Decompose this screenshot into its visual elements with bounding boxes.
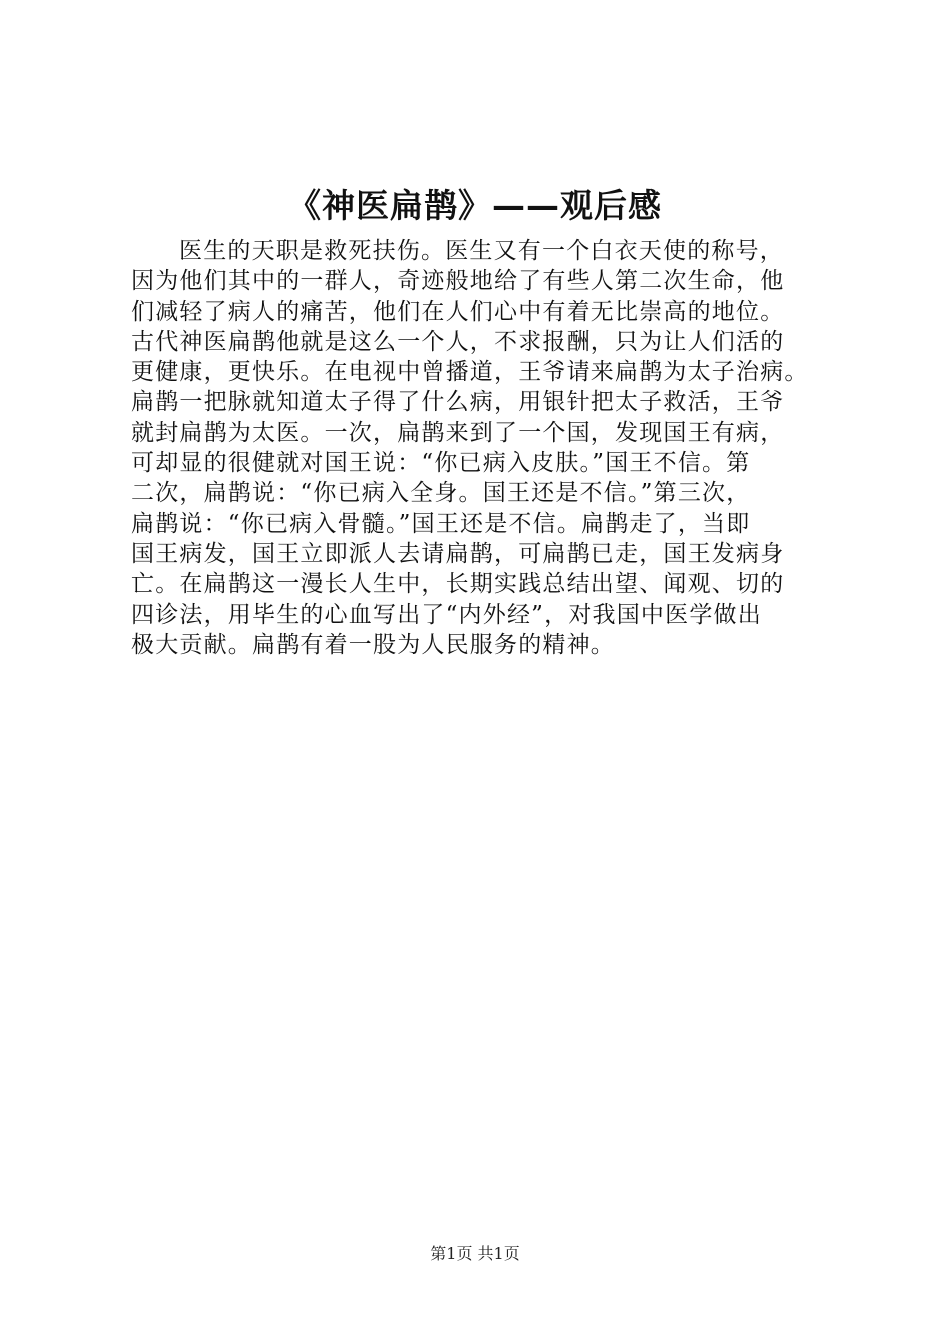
text-line: 亡。在扁鹊这一漫长人生中，长期实践总结出望、闻观、切的 bbox=[131, 571, 785, 598]
text-line: 扁鹊说：“你已病入骨髓。”国王还是不信。扁鹊走了，当即 bbox=[131, 510, 751, 537]
text-line: 四诊法，用毕生的心血写出了“内外经”，对我国中医学做出 bbox=[131, 601, 762, 628]
text-line: 古代神医扁鹊他就是这么一个人，不求报酬，只为让人们活的 bbox=[131, 328, 785, 355]
text-line: 就封扁鹊为太医。一次，扁鹊来到了一个国，发现国王有病， bbox=[131, 419, 785, 446]
text-line: 极大贡献。扁鹊有着一股为人民服务的精神。 bbox=[131, 631, 615, 658]
text-line: 国王病发，国王立即派人去请扁鹊，可扁鹊已走，国王发病身 bbox=[131, 540, 785, 567]
document-title: 《神医扁鹊》——观后感 bbox=[288, 186, 662, 225]
text-line: 二次，扁鹊说：“你已病入全身。国王还是不信。”第三次， bbox=[131, 480, 751, 507]
page-footer: 第1页 共1页 bbox=[430, 1244, 520, 1263]
text-line: 可却显的很健就对国王说：“你已病入皮肤。”国王不信。第 bbox=[131, 450, 751, 477]
text-line: 更健康，更快乐。在电视中曾播道，王爷请来扁鹊为太子治病。 bbox=[131, 359, 809, 386]
text-line: 扁鹊一把脉就知道太子得了什么病，用银针把太子救活，王爷 bbox=[131, 389, 785, 416]
body-paragraph bbox=[131, 236, 837, 660]
text-line: 们减轻了病人的痛苦，他们在人们心中有着无比崇高的地位。 bbox=[131, 298, 785, 325]
text-line: 医生的天职是救死扶伤。医生又有一个白衣天使的称号， bbox=[179, 238, 784, 264]
text-line: 因为他们其中的一群人，奇迹般地给了有些人第二次生命，他 bbox=[131, 268, 785, 295]
